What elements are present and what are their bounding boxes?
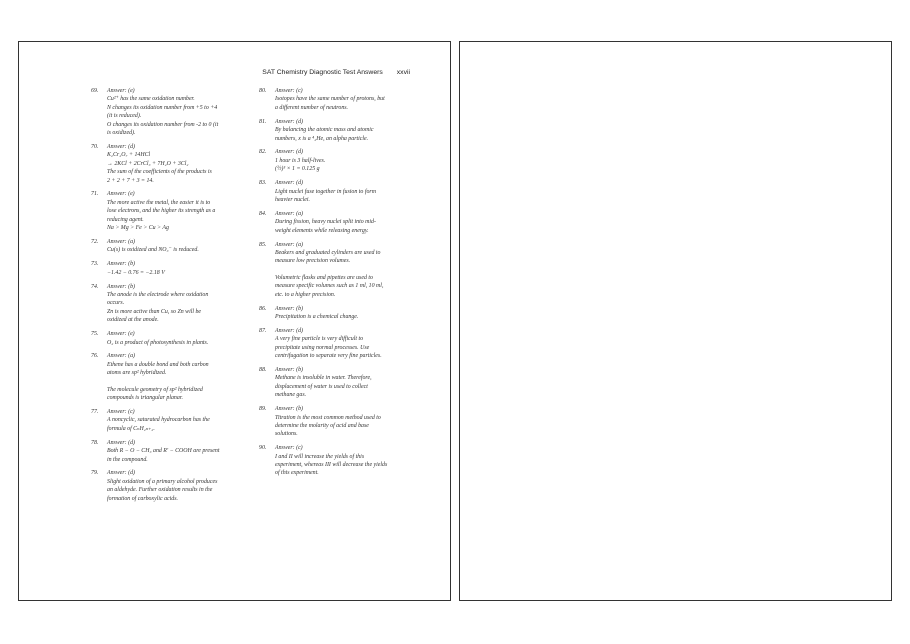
- explanation-line: Cu(s) is oxidized and NO₃⁻ is reduced.: [107, 247, 199, 254]
- question-number: 84.: [259, 210, 267, 217]
- answer-choice: Answer: (d): [275, 118, 303, 125]
- question-number: 74.: [91, 283, 99, 290]
- answer-entry: [91, 330, 249, 347]
- explanation-line: The molecule geometry of sp² hybridized: [107, 386, 203, 393]
- explanation-line: O₂ is a product of photosynthesis in plants.: [107, 339, 209, 346]
- explanation-line: (it is reduced).: [107, 113, 142, 120]
- answer-entry: [259, 241, 417, 299]
- answer-entry: [259, 327, 417, 361]
- explanation-line: Titration is the most common method used to: [275, 414, 381, 421]
- answer-entry: [259, 305, 417, 322]
- explanation-line: Beakers and graduated cylinders are used to: [275, 250, 381, 256]
- right-page-blank: [459, 41, 892, 601]
- question-number: 78.: [91, 439, 99, 446]
- explanation-line: is oxidized).: [107, 130, 136, 137]
- explanation-line: The anode is the electrode where oxidation: [107, 292, 209, 299]
- explanation-line: oxidized at the anode.: [107, 317, 159, 324]
- explanation-line: in the compound.: [107, 456, 148, 463]
- question-number: 80.: [259, 88, 267, 94]
- answer-entry: [91, 87, 249, 137]
- question-number: 88.: [259, 366, 267, 373]
- answer-choice: Answer: (a): [107, 239, 135, 245]
- explanation-line: During fission, heavy nuclei split into mid-: [275, 219, 376, 226]
- explanation-line: etc. to a higher precision.: [275, 291, 336, 298]
- explanation-line: Isotopes have the same number of protons, but: [275, 96, 385, 103]
- answer-choice: Answer: (e): [107, 331, 135, 338]
- explanation-line: 2 + 2 + 7 + 3 = 14.: [107, 177, 154, 184]
- explanation-line: Precipitation is a chemical change.: [275, 313, 359, 320]
- answers-column-right: [259, 87, 417, 483]
- explanation-line: solutions.: [275, 431, 298, 438]
- answer-entry: [259, 148, 417, 173]
- answer-choice: Answer: (c): [107, 409, 135, 415]
- answer-choice: Answer: (c): [275, 88, 303, 94]
- explanation-line: centrifugation to separate very fine particles.: [275, 353, 382, 360]
- explanation-line: The more active the metal, the easier it is to: [107, 199, 211, 206]
- answer-entry: [91, 352, 249, 402]
- explanation-line: −1.42 − 0.76 = −2.18 V: [107, 269, 165, 276]
- answer-choice: Answer: (a): [275, 210, 303, 217]
- answer-choice: Answer: (b): [275, 406, 303, 413]
- answer-entry: [259, 366, 417, 400]
- answer-choice: Answer: (a): [107, 353, 135, 360]
- answer-choice: Answer: (d): [107, 439, 135, 446]
- explanation-line: Zn is more active than Cu, so Zn will be: [107, 308, 202, 315]
- question-number: 79.: [91, 470, 99, 477]
- answer-choice: Answer: (a): [275, 241, 303, 248]
- question-number: 70.: [91, 143, 99, 150]
- explanation-line: lose electrons, and the higher its strength as a: [107, 208, 216, 215]
- explanation-line: experiment, whereas III will decrease the yields: [275, 462, 388, 469]
- explanation-line: Cu²⁺ has the same oxidation number.: [107, 96, 195, 103]
- answer-entry: [91, 283, 249, 325]
- answer-choice: Answer: (b): [107, 283, 135, 290]
- explanation-line: atoms are sp² hybridized.: [107, 370, 167, 377]
- explanation-line: Ethene has a double bond and both carbon: [107, 361, 209, 368]
- explanation-line: numbers, x is a ⁴₂He, an alpha particle.: [275, 135, 369, 142]
- answer-entry: [259, 87, 417, 112]
- answer-choice: Answer: (d): [275, 180, 303, 187]
- answer-choice: Answer: (b): [275, 305, 303, 312]
- explanation-line: (½)³ × 1 = 0.125 g: [275, 166, 320, 173]
- explanation-line: A very fine particle is very difficult to: [275, 336, 364, 343]
- explanation-line: displacement of water is used to collect: [275, 383, 368, 390]
- paragraph-gap: [107, 378, 249, 386]
- explanation-line: measure specific volumes such as 1 ml, 10 ml,: [275, 283, 384, 290]
- question-number: 90.: [259, 445, 267, 452]
- question-number: 77.: [91, 409, 99, 415]
- answers-column-left: [91, 87, 249, 509]
- explanation-line: Methane is insoluble in water. Therefore,: [275, 375, 372, 382]
- question-number: 89.: [259, 406, 267, 413]
- answer-entry: [91, 439, 249, 464]
- answer-entry: [91, 469, 249, 503]
- answer-choice: Answer: (b): [275, 366, 303, 373]
- question-number: 82.: [259, 149, 267, 156]
- explanation-line: weight elements while releasing energy.: [275, 227, 369, 234]
- explanation-line: heavier nuclei.: [275, 196, 311, 203]
- explanation-line: I and II will increase the yields of this: [275, 453, 365, 460]
- explanation-line: a different number of neutrons.: [275, 104, 349, 111]
- question-number: 72.: [91, 239, 99, 245]
- explanation-line: measure low precision volumes.: [275, 258, 351, 265]
- page-header: [262, 69, 410, 76]
- header-title: SAT Chemistry Diagnostic Test Answers: [262, 69, 383, 76]
- answer-entry: [91, 143, 249, 185]
- explanation-line: By balancing the atomic mass and atomic: [275, 127, 374, 134]
- answer-entry: [91, 408, 249, 433]
- question-number: 87.: [259, 327, 267, 334]
- explanation-line: determine the molarity of acid and base: [275, 422, 369, 429]
- explanation-line: of this experiment.: [275, 470, 319, 477]
- answer-choice: Answer: (d): [275, 149, 303, 156]
- explanation-line: methane gas.: [275, 392, 307, 399]
- question-number: 69.: [91, 88, 99, 94]
- explanation-line: A noncyclic, saturated hydrocarbon has the: [107, 417, 210, 424]
- answer-choice: Answer: (d): [275, 327, 303, 334]
- answer-choice: Answer: (d): [107, 143, 135, 150]
- question-number: 73.: [91, 261, 99, 268]
- question-number: 86.: [259, 305, 267, 312]
- explanation-line: an aldehyde. Further oxidation results in the: [107, 487, 213, 494]
- explanation-line: → 2KCl + 2CrCl₃ + 7H₂O + 3Cl₂: [107, 160, 189, 167]
- explanation-line: precipitate using normal processes. Use: [275, 344, 370, 351]
- left-page: [18, 41, 451, 601]
- answer-choice: Answer: (d): [107, 470, 135, 477]
- explanation-line: Na > Mg > Fe > Cu > Ag: [107, 225, 169, 232]
- question-number: 76.: [91, 353, 99, 360]
- answer-entry: [91, 190, 249, 232]
- answer-entry: [259, 210, 417, 235]
- explanation-line: Light nuclei fuse together in fusion to form: [275, 188, 376, 195]
- answer-choice: Answer: (c): [275, 445, 303, 452]
- explanation-line: 1 hour is 3 half-lives.: [275, 157, 326, 164]
- paragraph-gap: [275, 266, 417, 274]
- explanation-line: formation of carboxylic acids.: [107, 495, 179, 502]
- explanation-line: K₂Cr₂O₇ + 14HCl: [107, 152, 151, 159]
- explanation-line: N changes its oxidation number from +5 to +4: [107, 104, 218, 111]
- answer-choice: Answer: (b): [107, 261, 135, 268]
- question-number: 75.: [91, 331, 99, 338]
- explanation-line: Slight oxidation of a primary alcohol produces: [107, 478, 218, 485]
- explanation-line: compounds is triangular planar.: [107, 395, 183, 402]
- explanation-line: O changes its oxidation number from -2 to 0 (it: [107, 121, 219, 128]
- answer-choice: Answer: (e): [107, 191, 135, 198]
- answer-entry: [91, 260, 249, 277]
- explanation-line: formula of CₙH₂ₙ₊₂.: [107, 425, 155, 432]
- explanation-line: reducing agent.: [107, 216, 144, 223]
- answer-choice: Answer: (e): [107, 88, 135, 94]
- question-number: 83.: [259, 180, 267, 187]
- answer-entry: [259, 405, 417, 439]
- answer-entry: [259, 118, 417, 143]
- answer-entry: [91, 238, 249, 255]
- explanation-line: Volumetric flasks and pipettes are used to: [275, 274, 373, 281]
- answer-entry: [259, 179, 417, 204]
- question-number: 85.: [259, 241, 267, 248]
- explanation-line: Both R − O − CH₃ and R' − COOH are present: [107, 448, 220, 455]
- answer-entry: [259, 444, 417, 478]
- question-number: 71.: [91, 191, 99, 198]
- explanation-line: The sum of the coefficients of the products is: [107, 169, 212, 176]
- question-number: 81.: [259, 118, 267, 125]
- page-number: xxvii: [396, 69, 410, 76]
- explanation-line: occurs.: [107, 300, 125, 307]
